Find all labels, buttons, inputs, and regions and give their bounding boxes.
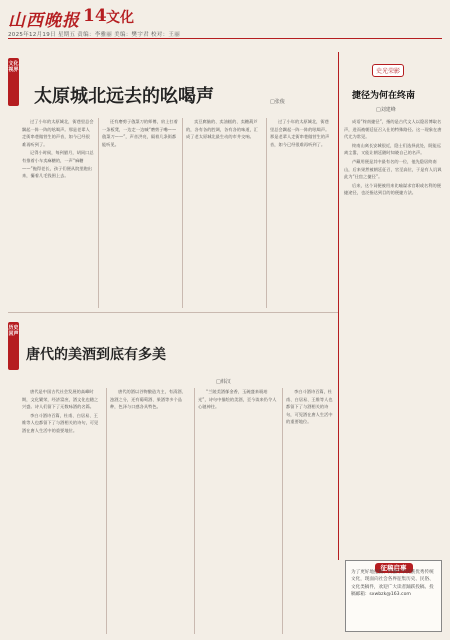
issue-meta: 2025年12月19日 星期五 责编：李雅丽 美编：樊宇君 校对：王丽 (8, 32, 180, 38)
main-column-2 (102, 118, 178, 308)
bottom-column-2 (110, 388, 190, 634)
side-column (344, 118, 442, 550)
paragraph: 唐代是中国古代社会发展的高峰时期，文化繁荣，经济富庶，酒文化也随之兴盛。诗人们留下了无数咏酒的名篇。 (22, 389, 99, 410)
page-number: 14 (83, 6, 107, 26)
paragraph: 还有磨剪子戗菜刀的师傅，肩上扛着一条板凳，一边走一边喊“磨剪子嘞——戗菜刀——”，声音洪亮，隔着几条街都能听见。 (102, 119, 178, 147)
column-divider (194, 388, 195, 634)
bottom-column-1 (22, 388, 102, 634)
column-divider (266, 118, 267, 308)
main-column-3 (186, 118, 262, 308)
paragraph: 记得小时候，每到腊月，胡同口总有推着小车卖麻糖的，一声“麻糖——”拖得老长，孩子们便从院里跑出来，攥着几毛钱围上去。 (22, 150, 94, 179)
column-divider (182, 118, 183, 308)
paragraph: 终南山离长安城很近，隐士们选择此处，既能远离尘嚣，又能让朝廷随时知晓自己的名声。 (344, 142, 441, 156)
bottom-headline: 唐代的美酒到底有多美 (26, 347, 166, 363)
call-for-papers-box (345, 560, 442, 632)
main-column-1 (22, 118, 94, 308)
side-byline: □刘建峰 (376, 107, 396, 113)
main-byline: □张俊 (270, 99, 285, 105)
section-divider (338, 52, 339, 560)
paragraph: 李白斗酒诗百篇，杜甫、白居易、王维等人也都留下了与酒相关的诗句，可见酒在唐人生活中的重要地位。 (22, 412, 99, 433)
paragraph: 卖豆腐脑的、卖油糕的、卖糖葫芦的，各有各的腔调，各有各的味道，汇成了老太原城北最生动的市井交响。 (186, 119, 259, 140)
column-divider (98, 118, 99, 308)
paragraph: 过了小年的太原城北，街巷里总会飘起一阵一阵的吆喝声。那是老辈人走街串巷做营生的声音，如今已经很难再听到了。 (22, 119, 94, 147)
paragraph: 后来，这个词便被用来比喻谋求官职或名利的便捷途径，也泛指达到目的的便捷方法。 (344, 182, 441, 196)
section-title: 文化 (106, 10, 134, 26)
bottom-column-4 (286, 388, 336, 634)
page-header (8, 6, 442, 30)
bottom-column-3 (198, 388, 278, 634)
paragraph: 成语“终南捷径”，指的是古代文人以隐居博取名声，进而被朝廷征召入仕的特殊路径。这一现象在唐代尤为常见。 (344, 119, 442, 140)
bottom-byline: □韩汉 (216, 379, 231, 385)
side-article-label: 史光荣影 (372, 64, 404, 77)
column-divider (282, 388, 283, 634)
notice-title-label: 征稿启事 (375, 563, 413, 573)
header-rule (8, 38, 442, 39)
masthead-logo: 山西晚报 (8, 11, 80, 31)
paragraph: 卢藏用便是其中最有名的一位，他先隐居终南山，后来果然被朝廷征召，官至高位，于是有人讥讽此为“仕宦之捷径”。 (344, 158, 442, 180)
paragraph: 唐代的酒以谷物酿造为主，有清酒、浊酒之分，还有葡萄酒、果酒等多个品种，色泽与口感各具特色。 (110, 389, 186, 410)
main-headline: 太原城北远去的吆喝声 (34, 86, 214, 107)
notice-body: 为了更好地挖掘、传播中华民族优秀传统文化，现面向社会各界征集历史、民俗、文化类稿件，欢迎广大读者踊跃投稿。投稿邮箱：sxwbzk@163.com (351, 570, 434, 598)
side-headline: 捷径为何在终南 (352, 91, 416, 101)
column-divider (106, 388, 107, 634)
main-column-4 (270, 118, 332, 308)
history-tab: 历史回声 (8, 322, 19, 370)
paragraph: 李白斗酒诗百篇，杜甫、白居易、王维等人也都留下了与酒相关的诗句，可见酒在唐人生活中的重要地位。 (286, 389, 333, 425)
mid-rule (8, 312, 338, 313)
paragraph: “兰陵美酒郁金香，玉碗盛来琥珀光”，诗句中描绘的美酒，至今读来仍令人心驰神往。 (198, 389, 277, 410)
culture-tab: 文化视界 (8, 58, 19, 106)
paragraph: 过了小年的太原城北，街巷里总会飘起一阵一阵的吆喝声。那是老辈人走街串巷做营生的声音，如今已经很难再听到了。 (270, 119, 330, 147)
